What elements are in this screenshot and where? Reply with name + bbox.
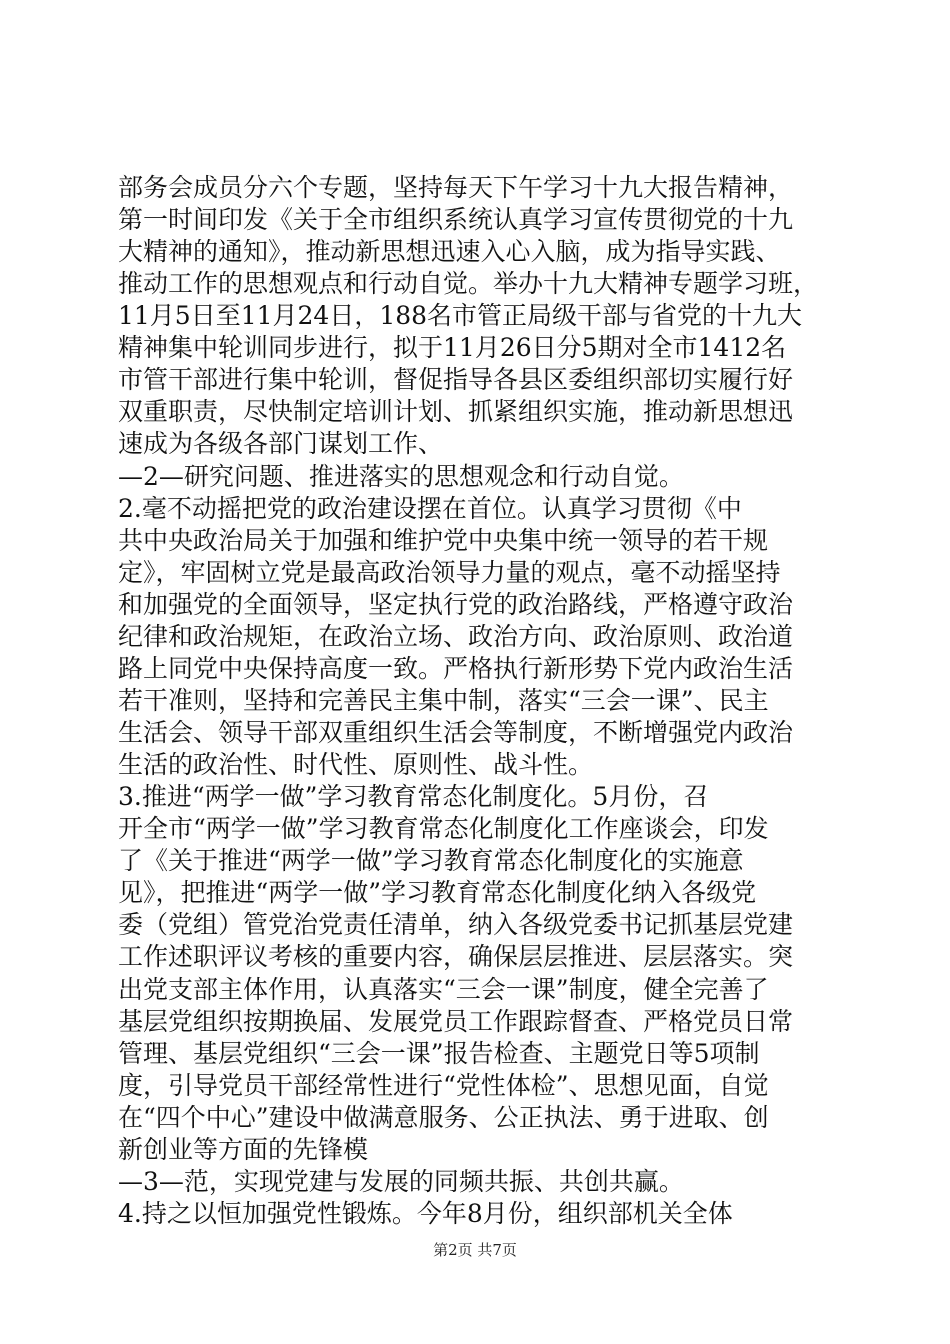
text-line: 开全市“两学一做”学习教育常态化制度化工作座谈会，印发 bbox=[118, 814, 769, 844]
text-line: 见》，把推进“两学一做”学习教育常态化制度化纳入各级党 bbox=[118, 878, 757, 908]
text-line: 管理、基层党组织“三会一课”报告检查、主题党日等5项制 bbox=[118, 1038, 760, 1068]
text-line: 速成为各级各部门谋划工作、 bbox=[118, 429, 444, 459]
text-line: 精神集中轮训同步进行，拟于11月26日分5期对全市1412名 bbox=[118, 333, 787, 363]
text-line: 生活的政治性、时代性、原则性、战斗性。 bbox=[118, 750, 594, 780]
text-line: 若干准则，坚持和完善民主集中制，落实“三会一课”、民主 bbox=[118, 685, 769, 715]
text-line: 4.持之以恒加强党性锻炼。今年8月份，组织部机关全体 bbox=[118, 1198, 733, 1228]
text-line: 推动工作的思想观点和行动自觉。举办十九大精神专题学习班， bbox=[118, 269, 819, 299]
text-line: 纪律和政治规矩，在政治立场、政治方向、政治原则、政治道 bbox=[118, 621, 794, 651]
text-line: 委（党组）管党治党责任清单，纳入各级党委书记抓基层党建 bbox=[118, 910, 794, 940]
text-line: 在“四个中心”建设中做满意服务、公正执法、勇于进取、创 bbox=[118, 1102, 769, 1132]
text-line: 生活会、领导干部双重组织生活会等制度，不断增强党内政治 bbox=[118, 718, 794, 748]
text-line: 定》，牢固树立党是最高政治领导力量的观点，毫不动摇坚持 bbox=[118, 557, 781, 587]
text-line: 部务会成员分六个专题，坚持每天下午学习十九大报告精神， bbox=[118, 173, 794, 202]
text-line: 大精神的通知》，推动新思想迅速入心入脑，成为指导实践、 bbox=[118, 237, 781, 267]
text-line: 双重职责，尽快制定培训计划、抓紧组织实施，推动新思想迅 bbox=[118, 397, 794, 427]
text-line: 11月5日至11月24日，188名市管正局级干部与省党的十九大 bbox=[118, 301, 803, 331]
text-line: 度，引导党员干部经常性进行“党性体检”、思想见面，自觉 bbox=[118, 1070, 769, 1100]
text-line: 第一时间印发《关于全市组织系统认真学习宣传贯彻党的十九 bbox=[118, 205, 794, 235]
text-line: 了《关于推进“两学一做”学习教育常态化制度化的实施意 bbox=[118, 846, 744, 876]
page-footer: 第2页 共7页 bbox=[433, 1241, 517, 1259]
text-line: 出党支部主体作用，认真落实“三会一课”制度，健全完善了 bbox=[118, 974, 769, 1004]
text-line: 工作述职评议考核的重要内容，确保层层推进、层层落实。突 bbox=[118, 942, 794, 972]
text-line: 市管干部进行集中轮训，督促指导各县区委组织部切实履行好 bbox=[118, 365, 794, 395]
text-line: 基层党组织按期换届、发展党员工作跟踪督查、严格党员日常 bbox=[118, 1006, 794, 1036]
text-line: 共中央政治局关于加强和维护党中央集中统一领导的若干规 bbox=[118, 525, 769, 555]
text-line: —2—研究问题、推进落实的思想观念和行动自觉。 bbox=[118, 461, 684, 491]
text-line: 新创业等方面的先锋模 bbox=[118, 1134, 369, 1164]
text-line: 2.毫不动摇把党的政治建设摆在首位。认真学习贯彻《中 bbox=[118, 493, 742, 523]
text-line: —3—范，实现党建与发展的同频共振、共创共赢。 bbox=[118, 1166, 684, 1196]
text-line: 和加强党的全面领导，坚定执行党的政治路线，严格遵守政治 bbox=[118, 589, 794, 619]
text-line: 3.推进“两学一做”学习教育常态化制度化。5月份，召 bbox=[118, 782, 709, 812]
text-line: 路上同党中央保持高度一致。严格执行新形势下党内政治生活 bbox=[118, 653, 794, 683]
